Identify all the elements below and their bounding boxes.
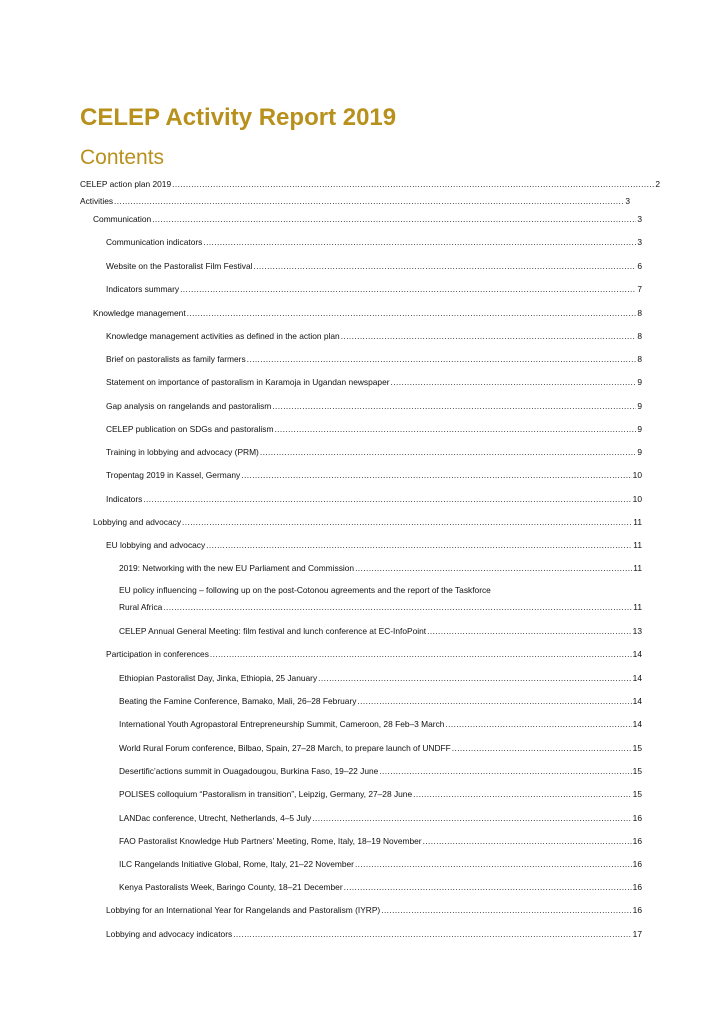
toc-entry-text: Participation in conferences (106, 649, 209, 659)
toc-leader-dots (413, 789, 632, 800)
toc-entry-text: Knowledge management activities as defined in the action plan (106, 331, 340, 341)
toc-leader-dots (163, 602, 632, 613)
toc-leader-dots (341, 331, 637, 342)
toc-entry-text: Indicators summary (106, 284, 180, 294)
toc-entry-text-line2: Rural Africa (119, 602, 163, 612)
toc-leader-dots (381, 905, 631, 916)
toc-leader-dots (452, 743, 632, 754)
toc-leader-dots (253, 261, 636, 272)
toc-entry-text: Website on the Pastoralist Film Festival (106, 261, 253, 271)
toc-page-number: 15 (632, 766, 642, 776)
toc-entry-world-rural-forum[interactable] (119, 743, 642, 754)
toc-page-number: 15 (632, 743, 642, 753)
toc-entry-desertifactions[interactable] (119, 766, 642, 777)
toc-leader-dots (379, 766, 631, 777)
toc-entry-text: Indicators (106, 494, 143, 504)
toc-entry-tropentag[interactable] (106, 470, 642, 481)
toc-page-number: 14 (632, 719, 642, 729)
toc-page-number: 16 (632, 905, 642, 915)
toc-leader-dots (344, 882, 632, 893)
toc-leader-dots (355, 563, 632, 574)
toc-page-number: 9 (637, 424, 642, 434)
toc-entry-text: Lobbying and advocacy indicators (106, 929, 233, 939)
toc-page-number: 7 (637, 284, 642, 294)
toc-leader-dots (203, 237, 636, 248)
toc-entry-knowledge-management[interactable] (93, 308, 642, 319)
toc-leader-dots (187, 308, 637, 319)
toc-page-number: 11 (633, 540, 642, 550)
toc-leader-dots (274, 424, 636, 435)
toc-leader-dots (357, 696, 631, 707)
toc-page-number: 14 (632, 696, 642, 706)
toc-page-number: 16 (632, 813, 642, 823)
toc-entry-communication[interactable] (93, 214, 642, 225)
toc-entry-communication-indicators[interactable] (106, 237, 642, 248)
toc-leader-dots (427, 626, 632, 637)
toc-page-number: 8 (637, 308, 642, 318)
toc-entry-text: LANDac conference, Utrecht, Netherlands, 4–5 July (119, 813, 312, 823)
toc-leader-dots (180, 284, 636, 295)
toc-entry-beating-famine[interactable] (119, 696, 642, 707)
toc-leader-dots (114, 196, 624, 207)
toc-entry-annual-general-meeting[interactable] (119, 626, 642, 637)
toc-entry-brief-family-farmers[interactable] (106, 354, 642, 365)
toc-page-number: 9 (637, 447, 642, 457)
toc-entry-celep-action-plan[interactable] (80, 179, 660, 190)
contents-heading: Contents (80, 146, 165, 169)
toc-page-number: 13 (632, 626, 642, 636)
toc-leader-dots (233, 929, 631, 940)
toc-leader-dots (445, 719, 631, 730)
toc-entry-eu-policy-influencing[interactable] (119, 585, 642, 613)
toc-entry-text: Knowledge management (93, 308, 186, 318)
toc-entry-ilc-rangelands[interactable] (119, 859, 642, 870)
toc-page-number: 17 (632, 929, 642, 939)
toc-page-number: 16 (632, 836, 642, 846)
toc-entry-eu-lobbying[interactable] (106, 540, 642, 551)
toc-page-number: 16 (632, 882, 642, 892)
toc-entry-text: Training in lobbying and advocacy (PRM) (106, 447, 259, 457)
toc-entry-lobbying-advocacy[interactable] (93, 517, 642, 528)
toc-entry-kenya-pastoralists-week[interactable] (119, 882, 642, 893)
toc-leader-dots (241, 470, 631, 481)
toc-entry-website-film-festival[interactable] (106, 261, 642, 272)
toc-page-number: 3 (637, 214, 642, 224)
toc-entry-iyrp-lobbying[interactable] (106, 905, 642, 916)
toc-entry-activities[interactable] (80, 196, 630, 207)
toc-entry-youth-summit[interactable] (119, 719, 642, 730)
toc-entry-text: CELEP action plan 2019 (80, 179, 172, 189)
toc-leader-dots (143, 494, 631, 505)
toc-entry-text-line1: EU policy influencing – following up on the post-Cotonou agreements and the report of the Taskforce (119, 585, 491, 595)
toc-leader-dots (260, 447, 636, 458)
toc-entry-text: ILC Rangelands Initiative Global, Rome, Italy, 21–22 November (119, 859, 354, 869)
toc-page-number: 10 (632, 494, 642, 504)
toc-page-number: 14 (632, 649, 642, 659)
toc-entry-text: Brief on pastoralists as family farmers (106, 354, 246, 364)
toc-page-number: 10 (632, 470, 642, 480)
toc-leader-dots (152, 214, 636, 225)
toc-entry-text: World Rural Forum conference, Bilbao, Spain, 27–28 March, to prepare launch of UNDFF (119, 743, 451, 753)
toc-entry-text: POLISES colloquium “Pastoralism in transition”, Leipzig, Germany, 27–28 June (119, 789, 413, 799)
toc-entry-text: Gap analysis on rangelands and pastoralism (106, 401, 272, 411)
toc-entry-text: CELEP Annual General Meeting: film festival and lunch conference at EC-InfoPoint (119, 626, 427, 636)
toc-entry-text: Lobbying and advocacy (93, 517, 182, 527)
toc-leader-dots (182, 517, 632, 528)
toc-page-number: 9 (637, 377, 642, 387)
document-title: CELEP Activity Report 2019 (80, 104, 397, 131)
toc-leader-dots (172, 179, 654, 190)
toc-page-number: 9 (637, 401, 642, 411)
toc-page-number: 14 (632, 673, 642, 683)
toc-page-number: 8 (637, 354, 642, 364)
toc-leader-dots (391, 377, 637, 388)
toc-page-number: 3 (637, 237, 642, 247)
toc-entry-conferences[interactable] (106, 649, 642, 660)
toc-entry-text: Communication (93, 214, 152, 224)
toc-page-number: 15 (632, 789, 642, 799)
toc-entry-sdgs-publication[interactable] (106, 424, 642, 435)
toc-entry-text: International Youth Agropastoral Entrepreneurship Summit, Cameroon, 28 Feb–3 March (119, 719, 445, 729)
toc-leader-dots (272, 401, 636, 412)
toc-leader-dots (206, 540, 632, 551)
toc-entry-text: Ethiopian Pastoralist Day, Jinka, Ethiopia, 25 January (119, 673, 318, 683)
toc-leader-dots (312, 813, 631, 824)
toc-entry-text: FAO Pastoralist Knowledge Hub Partners’ Meeting, Rome, Italy, 18–19 November (119, 836, 422, 846)
toc-entry-text: Communication indicators (106, 237, 203, 247)
toc-leader-dots (355, 859, 632, 870)
toc-entry-text: Desertific’actions summit in Ouagadougou, Burkina Faso, 19–22 June (119, 766, 379, 776)
toc-entry-statement-karamoja[interactable] (106, 377, 642, 388)
toc-entry-fao-pastoralist-hub[interactable] (119, 836, 642, 847)
toc-entry-training-prm[interactable] (106, 447, 642, 458)
toc-entry-text: Lobbying for an International Year for Rangelands and Pastoralism (IYRP) (106, 905, 381, 915)
toc-entry-text: Kenya Pastoralists Week, Baringo County, 18–21 December (119, 882, 343, 892)
toc-entry-indicators-summary[interactable] (106, 284, 642, 295)
toc-page-number: 3 (625, 196, 630, 206)
toc-page-number: 2 (655, 179, 660, 189)
toc-leader-dots (247, 354, 637, 365)
toc-entry-landac-conference[interactable] (119, 813, 642, 824)
toc-entry-text: CELEP publication on SDGs and pastoralism (106, 424, 274, 434)
toc-page-number: 8 (637, 331, 642, 341)
toc-entry-ethiopian-pastoralist-day[interactable] (119, 673, 642, 684)
toc-entry-km-indicators[interactable] (106, 494, 642, 505)
toc-entry-lobbying-indicators[interactable] (106, 929, 642, 940)
toc-entry-eu-parliament-networking[interactable] (119, 563, 642, 574)
toc-page-number: 11 (633, 602, 642, 612)
toc-leader-dots (318, 673, 632, 684)
toc-page-number: 16 (632, 859, 642, 869)
toc-entry-km-activities[interactable] (106, 331, 642, 342)
toc-entry-text: EU lobbying and advocacy (106, 540, 206, 550)
toc-leader-dots (423, 836, 632, 847)
toc-entry-gap-analysis[interactable] (106, 401, 642, 412)
toc-page-number: 11 (633, 517, 642, 527)
toc-entry-text: 2019: Networking with the new EU Parliament and Commission (119, 563, 355, 573)
toc-entry-text: Activities (80, 196, 114, 206)
toc-entry-text: Statement on importance of pastoralism in Karamoja in Ugandan newspaper (106, 377, 390, 387)
toc-page-number: 6 (637, 261, 642, 271)
toc-page-number: 11 (633, 563, 642, 573)
toc-entry-polises-colloquium[interactable] (119, 789, 642, 800)
toc-entry-text: Tropentag 2019 in Kassel, Germany (106, 470, 241, 480)
toc-entry-text: Beating the Famine Conference, Bamako, Mali, 26–28 February (119, 696, 357, 706)
toc-leader-dots (210, 649, 632, 660)
